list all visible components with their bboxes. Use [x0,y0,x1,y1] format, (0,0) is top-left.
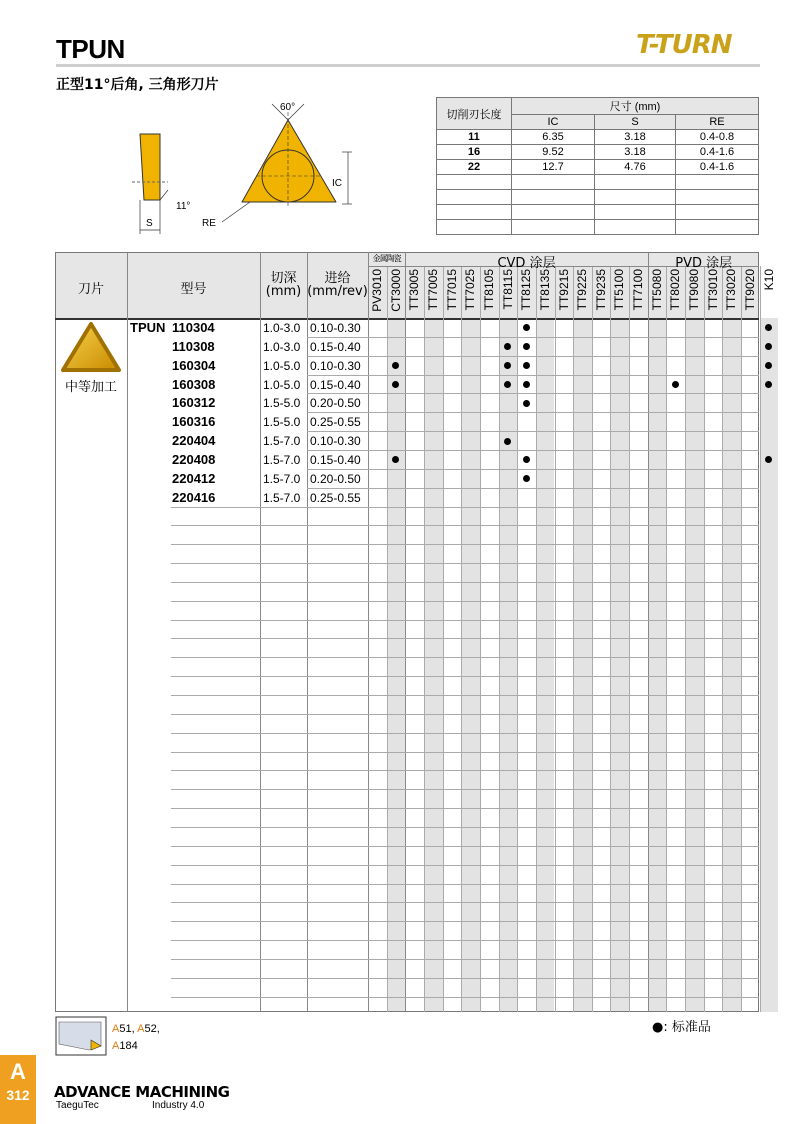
insert-diagram [120,98,360,238]
label-re: RE [202,218,216,229]
dim-value [595,205,676,220]
header-model: 型号 [180,282,207,297]
header-insert: 刀片 [77,282,104,297]
feed-value: 0.15-0.40 [310,339,361,354]
grade-label: TT7100 [631,269,646,311]
header-cermet: 金属陶瓷 [372,254,401,263]
dim-cut-length [437,190,512,205]
grade-sep [760,266,761,1012]
row-line [307,412,759,413]
row-line [171,676,308,677]
dim-header-cut-length: 切削刃长度 [437,98,512,130]
brand-logo: T-TURN [636,30,732,60]
grade-label: TT3005 [407,269,422,311]
depth-value: 1.0-3.0 [263,321,301,335]
row-line [171,733,308,734]
col-sep [307,252,308,1012]
grade-table [55,252,776,1012]
model-code: 220416 [172,489,216,505]
dim-value [676,175,759,190]
page-letter: A [10,1059,26,1084]
depth-value: 1.5-7.0 [263,434,301,449]
dim-sub-ic: IC [512,115,595,130]
depth-value: 1.5-7.0 [263,452,301,467]
row-line [307,375,759,376]
feed-value: 0.20-0.50 [310,471,361,486]
dim-value [676,205,759,220]
row-line [171,846,308,847]
dim-value [512,190,595,205]
row-line [171,657,308,658]
grade-label: CT3000 [388,269,403,312]
feed-value: 0.15-0.40 [310,377,361,392]
row-line [171,884,308,885]
holder-icon [55,1016,107,1056]
row-line [171,563,308,564]
grade-label: TT9235 [593,269,608,311]
row-line [171,808,308,809]
model-code: 160312 [172,395,216,411]
col-sep [260,252,261,1012]
dim-value: 0.4-0.8 [676,130,759,145]
label-top-angle: 60° [280,102,296,113]
row-line [171,638,308,639]
grade-label: TT8020 [668,269,683,311]
row-line [307,356,759,357]
row-line [171,714,308,715]
table-border [55,252,759,1012]
dim-value [595,190,676,205]
page-tab [0,1055,36,1124]
depth-value: 1.5-5.0 [263,396,301,411]
dim-value: 6.35 [512,130,595,145]
dim-row [437,190,759,205]
feed-value: 0.25-0.55 [310,415,361,430]
grade-label: TT9020 [743,269,757,311]
row-line [171,582,308,583]
dim-sub-re: RE [676,115,759,130]
label-ic: IC [332,178,342,189]
group-sep-v [648,252,649,1012]
row-line [307,450,759,451]
dim-sub-s: S [595,115,676,130]
model-code: 220412 [172,470,216,486]
header-cvd: CVD 涂层 [497,256,556,271]
model-code: 110308 [172,338,215,354]
dim-value: 12.7 [512,160,595,175]
logo-sub-industry: Industry 4.0 [152,1100,205,1111]
standard-dot [504,438,511,445]
row-line [171,997,308,998]
dim-row [437,160,759,175]
row-line [171,544,308,545]
dim-row [437,205,759,220]
feed-value: 0.25-0.55 [310,490,361,505]
dim-value [676,220,759,235]
page-title: TPUN [56,34,125,64]
depth-value: 1.0-5.0 [263,358,301,373]
row-line [171,770,308,771]
depth-value: 1.0-3.0 [263,339,301,354]
insert-image [59,320,123,374]
model-prefix: TPUN [130,320,166,335]
grade-stripe [760,318,779,1012]
grade-label: TT8105 [481,269,496,311]
logo-sub-taegutec: TaeguTec [56,1100,99,1111]
grade-label: TT8115 [500,269,515,310]
header-divider [56,64,760,67]
model-code: 160304 [172,357,216,373]
grade-label: TT7015 [444,269,459,311]
standard-dot [523,400,530,407]
row-line [307,431,759,432]
row-line [171,978,308,979]
grade-label: TT3010 [705,269,720,311]
dim-cut-length [437,220,512,235]
row-line [307,469,759,470]
standard-note: ●: 标准品 [652,1020,711,1035]
row-line [171,620,308,621]
depth-value: 1.0-5.0 [263,377,301,392]
dim-value [512,220,595,235]
grade-label: TT9215 [556,269,571,311]
dim-row [437,220,759,235]
dim-value: 3.18 [595,145,676,160]
model-code: 160308 [172,376,216,392]
grade-label: TT9080 [687,269,702,311]
row-line [171,940,308,941]
row-line [171,959,308,960]
feed-value: 0.10-0.30 [310,358,361,373]
top-view-shape [242,120,336,202]
label-side-angle: 11° [176,201,191,212]
model-code: 110304 [172,320,215,335]
col-sep [368,252,369,1012]
feed-value: 0.10-0.30 [310,434,361,449]
dim-value: 9.52 [512,145,595,160]
dim-value: 3.18 [595,130,676,145]
operation-label: 中等加工 [64,380,117,395]
row-line [171,865,308,866]
row-line [171,902,308,903]
dim-row [437,175,759,190]
header-depth: 切深 (mm) [265,271,302,299]
model-code: 220408 [172,451,216,467]
grade-label: TT7025 [463,269,478,311]
page-number: 312 [6,1087,30,1103]
dimension-table [436,97,759,235]
feed-value: 0.20-0.50 [310,396,361,411]
grade-label: TT5080 [649,269,664,311]
model-code: 220404 [172,433,216,449]
advance-machining-logo: ADVANCE MACHINING [54,1083,230,1101]
grade-label: TT3020 [724,269,739,311]
grade-label: TT5100 [612,269,627,311]
page-subtitle: 正型11°后角, 三角形刀片 [56,77,219,93]
dim-cut-length [437,175,512,190]
model-code: 160316 [172,414,216,430]
feed-value: 0.15-0.40 [310,452,361,467]
dim-value [512,175,595,190]
row-line [171,921,308,922]
dim-value: 4.76 [595,160,676,175]
standard-dot [523,381,530,388]
row-line [171,695,308,696]
grade-label: TT8135 [537,269,552,311]
dim-header-size: 尺寸 (mm) [512,98,759,115]
row-line [307,488,759,489]
dim-value [676,190,759,205]
grade-label: PV3010 [370,269,384,312]
row-line [307,337,759,338]
side-view-shape [140,134,160,200]
dim-value [512,205,595,220]
row-line [171,752,308,753]
header-pvd: PVD 涂层 [675,256,733,271]
group-sep-v [405,252,406,1012]
feed-value: 0.10-0.30 [310,321,361,335]
row-line [171,507,308,508]
dim-value: 0.4-1.6 [676,145,759,160]
depth-value: 1.5-7.0 [263,471,301,486]
grade-label: TT9225 [575,269,590,311]
dim-cut-length: 16 [437,145,512,160]
dim-value [595,175,676,190]
grade-label: K10 [761,269,776,291]
row-line [171,789,308,790]
dim-row [437,130,759,145]
depth-value: 1.5-7.0 [263,490,301,505]
row-line [171,601,308,602]
page-references: A51, A52, A184 [112,1023,160,1052]
dim-cut-length [437,205,512,220]
col-sep [127,252,128,1012]
dim-value: 0.4-1.6 [676,160,759,175]
dim-cut-length: 22 [437,160,512,175]
dim-value [595,220,676,235]
header-feed: 进给 (mm/rev) [307,271,368,299]
row-line [171,827,308,828]
dim-row [437,145,759,160]
dim-cut-length: 11 [437,130,512,145]
row-line [307,393,759,394]
label-s: S [146,218,153,229]
grade-label: TT7005 [425,269,440,311]
row-line [171,525,308,526]
grade-label: TT8125 [519,269,534,311]
depth-value: 1.5-5.0 [263,415,301,430]
